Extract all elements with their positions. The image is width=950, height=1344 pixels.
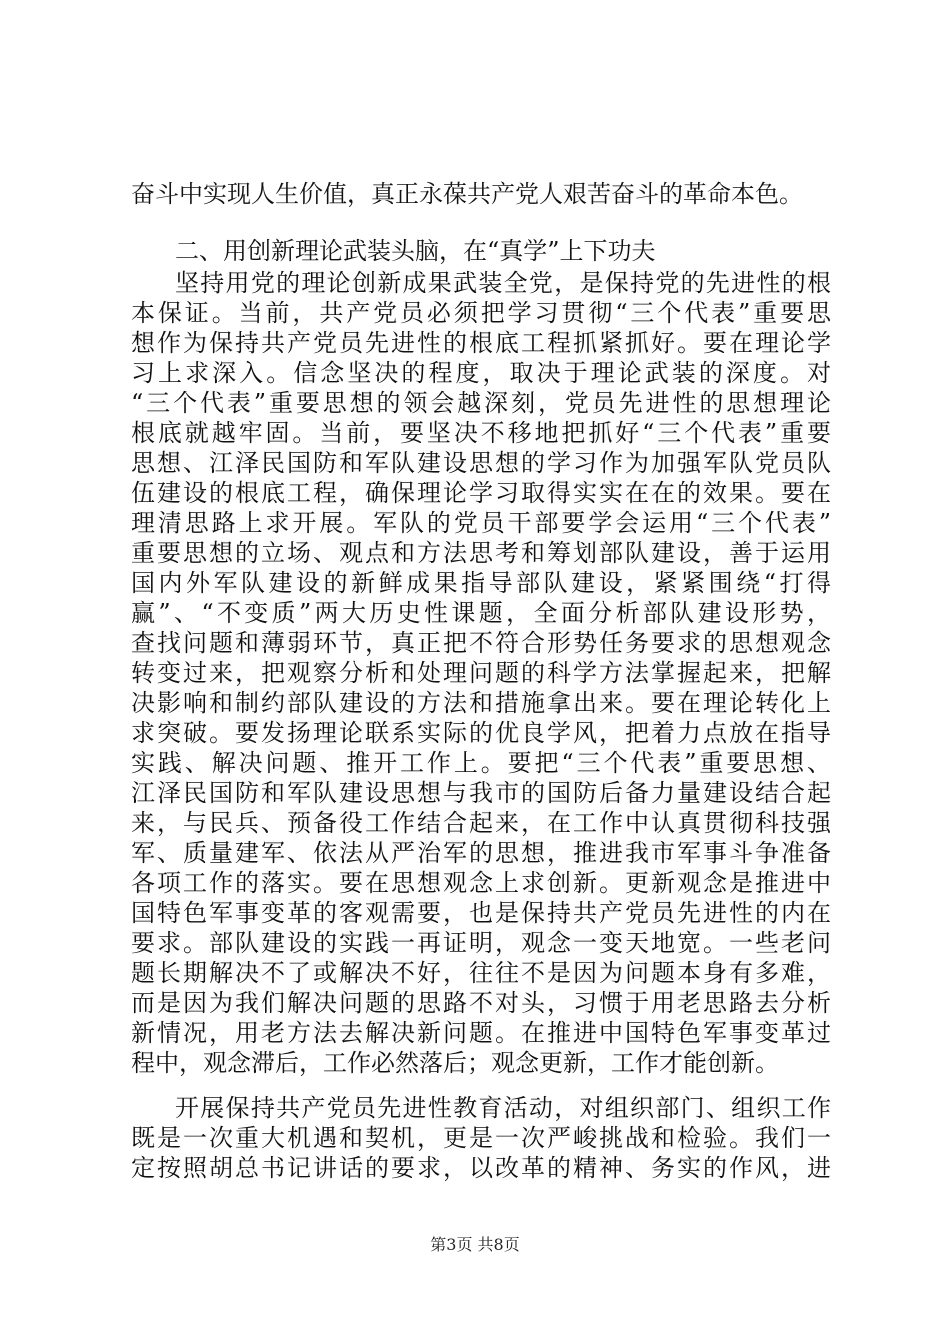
paragraph-line: 求突破。要发扬理论联系实际的优良学风，把着力点放在指导	[131, 719, 831, 747]
paragraph-line: 题长期解决不了或解决不好，往往不是因为问题本身有多难，	[131, 959, 831, 987]
paragraph-line: 来，与民兵、预备役工作结合起来，在工作中认真贯彻科技强	[131, 809, 831, 837]
paragraph-line: 实践、解决问题、推开工作上。要把“三个代表”重要思想、	[131, 749, 831, 777]
paragraph-line: 转变过来，把观察分析和处理问题的科学方法掌握起来，把解	[131, 659, 831, 687]
paragraph-line: 理清思路上求开展。军队的党员干部要学会运用“三个代表”	[131, 509, 831, 537]
paragraph-line: “三个代表”重要思想的领会越深刻，党员先进性的思想理论	[131, 389, 831, 417]
paragraph-line: 既是一次重大机遇和契机，更是一次严峻挑战和检验。我们一	[131, 1124, 831, 1152]
paragraph-line: 而是因为我们解决问题的思路不对头，习惯于用老思路去分析	[131, 989, 831, 1017]
paragraph-line: 江泽民国防和军队建设思想与我市的国防后备力量建设结合起	[131, 779, 831, 807]
paragraph-line: 决影响和制约部队建设的方法和措施拿出来。要在理论转化上	[131, 689, 831, 717]
paragraph-line: 想作为保持共产党员先进性的根底工程抓紧抓好。要在理论学	[131, 329, 831, 357]
paragraph-line: 新情况，用老方法去解决新问题。在推进中国特色军事变革过	[131, 1019, 831, 1047]
paragraph-line: 定按照胡总书记讲话的要求，以改革的精神、务实的作风，进	[131, 1154, 831, 1182]
paragraph-line: 根底就越牢固。当前，要坚决不移地把抓好“三个代表”重要	[131, 419, 831, 447]
paragraph-line: 坚持用党的理论创新成果武装全党，是保持党的先进性的根	[175, 269, 831, 297]
section-heading: 二、用创新理论武装头脑，在“真学”上下功夫	[175, 237, 656, 265]
paragraph-line: 赢”、“不变质”两大历史性课题，全面分析部队建设形势，	[131, 599, 831, 627]
continuation-line: 奋斗中实现人生价值，真正永葆共产党人艰苦奋斗的革命本色。	[131, 180, 803, 208]
paragraph-line: 各项工作的落实。要在思想观念上求创新。更新观念是推进中	[131, 869, 831, 897]
paragraph-line: 开展保持共产党员先进性教育活动，对组织部门、组织工作	[175, 1094, 831, 1122]
paragraph-line: 国特色军事变革的客观需要，也是保持共产党员先进性的内在	[131, 899, 831, 927]
paragraph-line: 习上求深入。信念坚决的程度，取决于理论武装的深度。对	[131, 359, 831, 387]
paragraph-line: 本保证。当前，共产党员必须把学习贯彻“三个代表”重要思	[131, 299, 831, 327]
page-footer: 第3页 共8页	[430, 1235, 520, 1254]
paragraph-line: 要求。部队建设的实践一再证明，观念一变天地宽。一些老问	[131, 929, 831, 957]
paragraph-line: 思想、江泽民国防和军队建设思想的学习作为加强军队党员队	[131, 449, 831, 477]
paragraph-line: 重要思想的立场、观点和方法思考和筹划部队建设，善于运用	[131, 539, 831, 567]
paragraph-line: 国内外军队建设的新鲜成果指导部队建设，紧紧围绕“打得	[131, 569, 831, 597]
paragraph-line: 伍建设的根底工程，确保理论学习取得实实在在的效果。要在	[131, 479, 831, 507]
paragraph-line: 程中，观念滞后，工作必然落后；观念更新，工作才能创新。	[131, 1049, 779, 1077]
paragraph-line: 军、质量建军、依法从严治军的思想，推进我市军事斗争准备	[131, 839, 831, 867]
paragraph-line: 查找问题和薄弱环节，真正把不符合形势任务要求的思想观念	[131, 629, 831, 657]
